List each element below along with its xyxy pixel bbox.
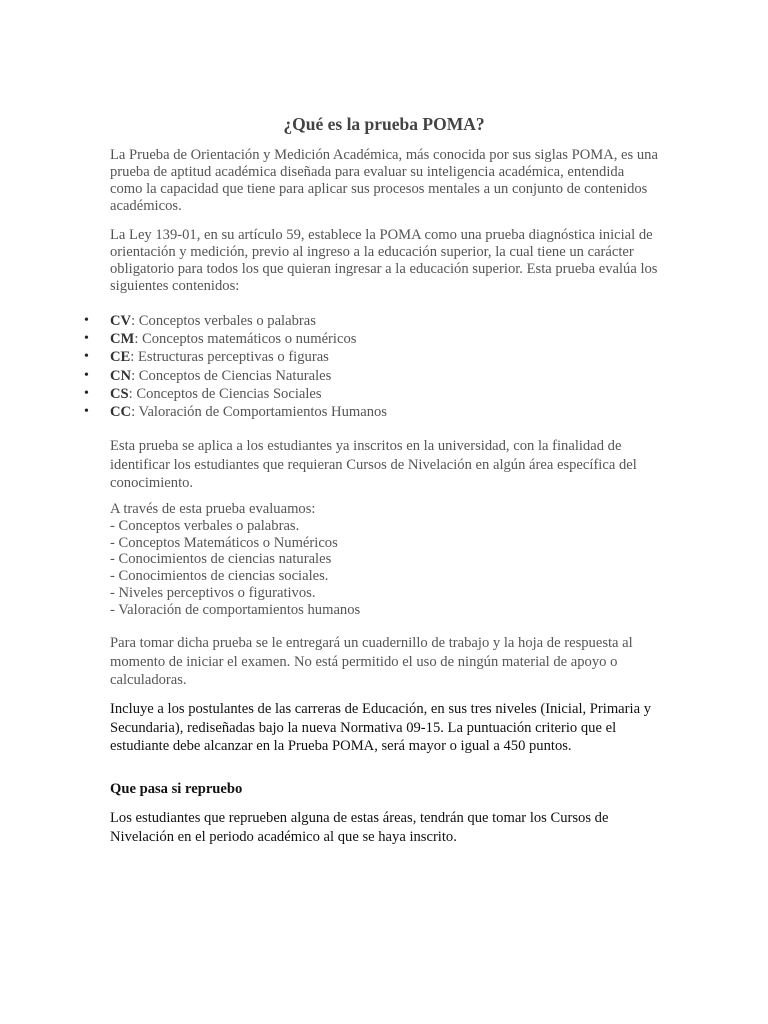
section-heading: Que pasa si repruebo — [110, 781, 243, 797]
fail-paragraph: Los estudiantes que reprueben alguna de estas áreas, tendrán que tomar los Cursos de Nivelación en el periodo académico al que se haya inscrito. — [110, 810, 609, 845]
list-item — [0, 348, 768, 366]
evaluation-item: - Niveles perceptivos o figurativos. — [110, 584, 316, 601]
content-code: CS — [110, 385, 129, 402]
contents-list — [0, 312, 768, 421]
evaluation-item: - Conceptos verbales o palabras. — [110, 517, 300, 534]
content-code: CC — [110, 403, 132, 420]
list-item — [0, 330, 768, 348]
evaluation-item: - Valoración de comportamientos humanos — [110, 601, 361, 618]
content-description: : Estructuras perceptivas o figuras — [130, 349, 329, 366]
list-item — [0, 403, 768, 421]
bullet-icon: • — [84, 331, 89, 347]
list-item — [0, 385, 768, 403]
bullet-icon: • — [84, 385, 89, 401]
bullet-icon: • — [84, 313, 89, 328]
materials-paragraph: Para tomar dicha prueba se le entregará un cuadernillo de trabajo y la hoja de respuesta al momento de iniciar el examen. No está permitido el uso de ningún material de apoyo o calculadoras. — [110, 635, 633, 688]
bullet-icon: • — [84, 367, 89, 383]
intro-paragraph: La Prueba de Orientación y Medición Académica, más conocida por sus siglas POMA, es una prueba de aptitud académica diseñada para evaluar su inteligencia académica, entendida como la capacidad que tiene para aplicar sus procesos mentales a un conjunto de contenidos académicos. — [110, 147, 658, 214]
law-paragraph: La Ley 139-01, en su artículo 59, establece la POMA como una prueba diagnóstica inicial de orientación y medición, previo al ingreso a la educación superior, la cual tiene un carácter obligatorio para todos los que quieran ingresar a la educación superior. Esta prueba evalúa los siguientes contenidos: — [110, 227, 658, 294]
bullet-icon: • — [84, 403, 89, 419]
evaluation-block — [110, 501, 660, 619]
content-description: : Conceptos verbales o palabras — [131, 313, 316, 329]
evaluation-item: - Conceptos Matemáticos o Numéricos — [110, 534, 338, 551]
content-description: : Conceptos de Ciencias Naturales — [131, 367, 332, 384]
content-description: : Conceptos matemáticos o numéricos — [134, 331, 357, 348]
evaluation-intro: A través de esta prueba evaluamos: — [110, 501, 316, 517]
content-code: CV — [110, 313, 132, 329]
evaluation-item: - Conocimientos de ciencias naturales — [110, 551, 332, 568]
content-description: : Conceptos de Ciencias Sociales — [128, 385, 322, 402]
content-code: CE — [110, 349, 131, 366]
application-paragraph: Esta prueba se aplica a los estudiantes ya inscritos en la universidad, con la finalidad de identificar los estudiantes que requieran Cursos de Nivelación en algún área específica del conocimiento. — [110, 438, 637, 491]
page-title: ¿Qué es la prueba POMA? — [283, 114, 485, 134]
content-description: : Valoración de Comportamientos Humanos — [131, 403, 387, 420]
bullet-icon: • — [84, 349, 89, 365]
content-code: CN — [110, 367, 132, 384]
postulants-paragraph: Incluye a los postulantes de las carreras de Educación, en sus tres niveles (Inicial, Primaria y Secundaria), rediseñadas bajo la nueva Normativa 09-15. La puntuación criterio que el estudiante debe alcanzar en la Prueba POMA, será mayor o igual a 450 puntos. — [110, 701, 651, 754]
list-item — [0, 367, 768, 385]
list-item — [0, 312, 768, 330]
content-code: CM — [110, 331, 135, 348]
evaluation-item: - Conocimientos de ciencias sociales. — [110, 568, 329, 585]
